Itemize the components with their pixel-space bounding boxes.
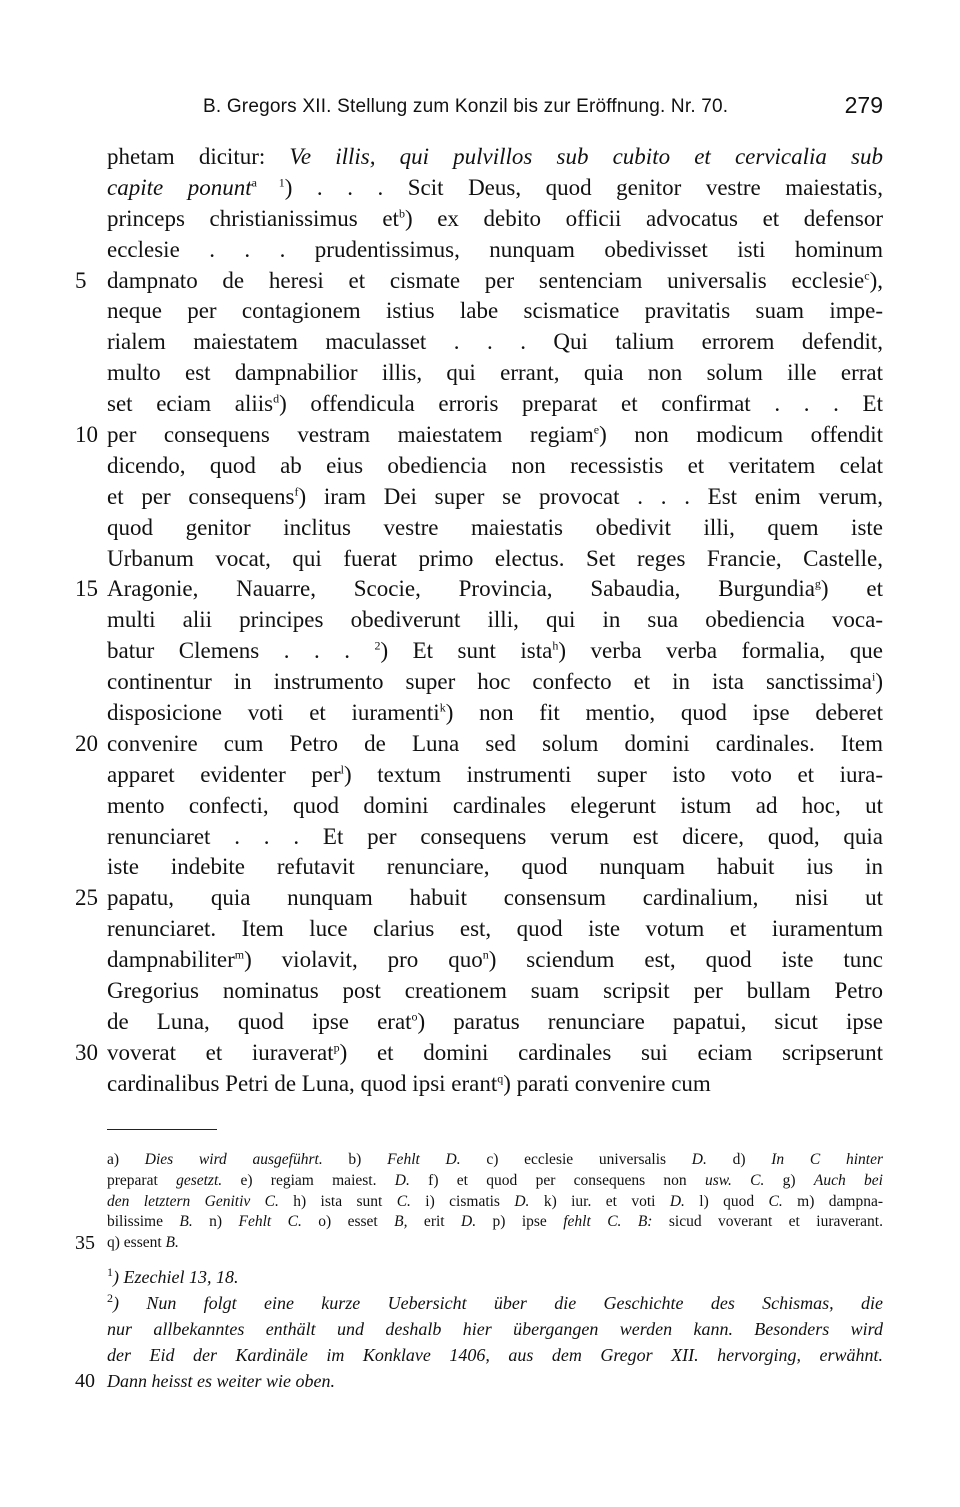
footnote-marker: c bbox=[864, 267, 870, 282]
text-line: dampnabiliter$^m$) violavit, pro quo$^n$) sciendum est, quod iste tunc bbox=[107, 947, 883, 973]
footnote-2: $^2$) Nun folgt eine kurze Uebersicht über die Geschichte des Schismas, die bbox=[107, 1290, 883, 1313]
footnote-marker: a 1 bbox=[251, 175, 285, 190]
text-line: princeps christianissimus $et^b$) ex debito officii advocatus et defensor bbox=[107, 205, 883, 231]
apparatus-line: den letztern Genitiv C. h) ista sunt C. i) cismatis D. k) iur. et voti D. l) quod C. m) dampna- bbox=[107, 1192, 883, 1210]
text-line: continentur in instrumento super hoc confecto et in ista sanctissima$^i$) bbox=[107, 669, 883, 695]
running-title: B. Gregors XII. Stellung zum Konzil bis zur Eröffnung. Nr. 70. bbox=[203, 96, 729, 117]
footnote-marker: k bbox=[439, 700, 446, 715]
footnote-marker: g bbox=[814, 576, 821, 591]
text-line: renunciaret. Item luce clarius est, quod iste votum et iuramentum bbox=[107, 916, 883, 942]
line-number: 10 bbox=[75, 422, 98, 448]
line-number: 35 bbox=[75, 1232, 95, 1255]
apparatus-line: 35 q) essent B. bbox=[75, 1232, 179, 1255]
apparatus-line: bilissime B. n) Fehlt C. o) esset B, erit D. p) ipse fehlt C. B: sicud voverant et iuraverant. bbox=[107, 1213, 883, 1231]
text-line: 25 papatu, quia nunquam habuit consensum cardinalium, nisi ut bbox=[107, 883, 883, 914]
text-line: set eciam aliis$^d$) offendicula erroris preparat et confirmat . . . Et bbox=[107, 391, 883, 417]
footnote-marker: l bbox=[340, 762, 345, 777]
footnote-marker: 2 bbox=[374, 638, 381, 653]
line-number: 20 bbox=[75, 730, 98, 756]
footnote-marker: i bbox=[871, 669, 876, 684]
text-line: quod genitor inclitus vestre maiestatis obedivit illi, quem iste bbox=[107, 514, 883, 540]
running-header bbox=[203, 92, 883, 126]
text-line: de Luna, quod ipse erat$^o$) paratus renunciare papatui, sicut ipse bbox=[107, 1008, 883, 1034]
line-number: 30 bbox=[75, 1039, 98, 1065]
line-number: 40 bbox=[75, 1369, 95, 1392]
text-line: apparet evidenter per$^l$) textum instrumenti super isto voto et iura- bbox=[107, 761, 883, 787]
footnote-marker: d bbox=[273, 391, 280, 406]
text-line: phetam dicitur: Ve illis, qui pulvillos sub cubito et cervicalia sub bbox=[107, 144, 883, 169]
footnote-divider bbox=[107, 1129, 217, 1130]
text-line: 20 convenire cum Petro de Luna sed solum domini cardinales. Item bbox=[107, 729, 883, 760]
footnote-marker: b bbox=[398, 206, 405, 221]
footnote-marker: m bbox=[234, 947, 245, 962]
footnote-marker: f bbox=[294, 484, 299, 499]
text-line: 30 voverat et iuraverat$^p$) et domini cardinales sui eciam scripserunt bbox=[107, 1038, 883, 1069]
apparatus-line: a) Dies wird ausgeführt. b) Fehlt D. c) ecclesie universalis D. d) In C hinter bbox=[107, 1151, 883, 1168]
text-line: et per consequens$^f$) iram Dei super se provocat . . . Est enim verum, bbox=[107, 483, 883, 509]
text-line: 5 dampnato de heresi et cismate per sentenciam universalis ecclesie$^c$), bbox=[107, 266, 883, 297]
footnote-marker: o bbox=[411, 1009, 418, 1024]
text-line: Gregorius nominatus post creationem suam scripsit per bullam Petro bbox=[107, 978, 883, 1004]
text-line: capite ponunt$^{a 1}$) . . . Scit Deus, quod genitor vestre maiestatis, bbox=[107, 174, 883, 200]
text-line: 15 Aragonie, Nauarre, Scocie, Provincia, Sabaudia, Burgundia$^g$) et bbox=[107, 574, 883, 605]
text-line: ecclesie . . . prudentissimus, nunquam obedivisset isti hominum bbox=[107, 236, 883, 262]
text-line: multi alii principes obediverunt illi, qui in sua obediencia voca- bbox=[107, 607, 883, 633]
text-line: renunciaret . . . Et per consequens verum est dicere, quod, quia bbox=[107, 823, 883, 849]
footnotes bbox=[75, 1150, 883, 1394]
apparatus-line: preparat gesetzt. e) regiam maiest. D. f) et quod per consequens non usw. C. g) Auch bei bbox=[107, 1171, 883, 1189]
text-line: 10 per consequens vestram maiestatem regiam$^e$) non modicum offendit bbox=[107, 420, 883, 451]
line-number: 25 bbox=[75, 885, 98, 911]
text-line: mento confecti, quod domini cardinales elegerunt istum ad hoc, ut bbox=[107, 792, 883, 818]
text-line: dicendo, quod ab eius obediencia non recessistis et veritatem celat bbox=[107, 452, 883, 478]
text-line: Urbanum vocat, qui fuerat primo electus. Set reges Francie, Castelle, bbox=[107, 545, 883, 571]
text-line: rialem maiestatem maculasset . . . Qui talium errorem defendit, bbox=[107, 329, 883, 355]
line-number: 15 bbox=[75, 576, 98, 602]
page-number: 279 bbox=[844, 92, 883, 118]
footnote-marker: n bbox=[482, 947, 489, 962]
footnote-2-line: nur allbekanntes enthält und deshalb hier übergangen werden kann. Besonders wird bbox=[107, 1318, 883, 1339]
text-line: neque per contagionem istius labe scismatice pravitatis suam impe- bbox=[107, 298, 883, 324]
text-line: cardinalibus Petri de Luna, quod ipsi erant$^q$) parati convenire cum bbox=[107, 1070, 711, 1096]
footnote-marker: e bbox=[593, 422, 600, 437]
footnote-2-line: der Eid der Kardinäle im Konklave 1406, aus dem Gregor XII. hervorging, erwähnt. bbox=[107, 1344, 883, 1365]
footnote-marker: q bbox=[497, 1071, 504, 1086]
main-text bbox=[75, 142, 883, 1100]
footnote-2-line: 40 Dann heisst es weiter wie oben. bbox=[75, 1369, 335, 1392]
text-line: batur Clemens . . . $^2$) Et sunt ista$^h$) verba verba formalia, que bbox=[107, 638, 883, 664]
text-line: disposicione voti et iuramenti$^k$) non fit mentio, quod ipse deberet bbox=[107, 700, 883, 726]
text-line: iste indebite refutavit renunciare, quod nunquam habuit ius in bbox=[107, 854, 883, 880]
text-line: multo est dampnabilior illis, qui errant, quia non solum ille errat bbox=[107, 360, 883, 386]
footnote-marker: h bbox=[552, 638, 559, 653]
line-number: 5 bbox=[75, 267, 87, 293]
footnote-marker: p bbox=[333, 1040, 340, 1055]
footnote-1: $^1$) Ezechiel 13, 18. bbox=[107, 1264, 239, 1287]
